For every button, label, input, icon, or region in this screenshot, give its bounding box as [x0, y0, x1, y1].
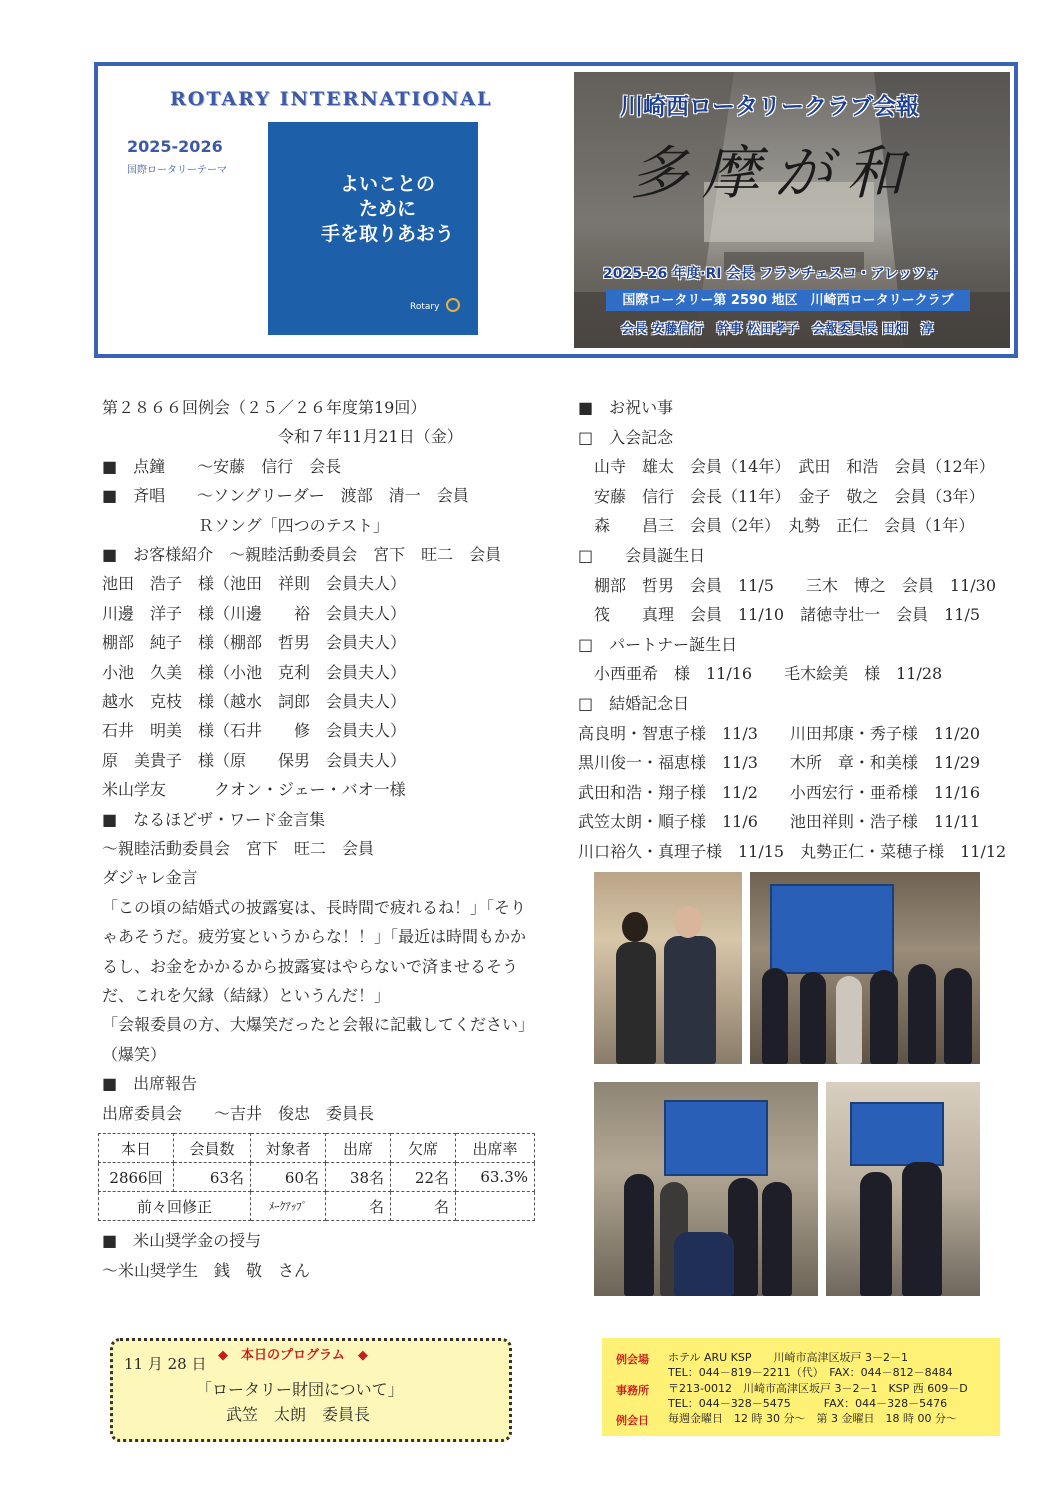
photo-person	[800, 972, 826, 1064]
rotary-wheel-icon	[446, 298, 460, 312]
att-cell: 名	[391, 1192, 456, 1221]
att-cell: 63.3%	[456, 1163, 535, 1192]
report-line: Ｒソング「四つのテスト」	[102, 515, 390, 535]
photo-person	[624, 1174, 654, 1296]
att-cell: 63名	[174, 1163, 251, 1192]
theme-line-3: 手を取りあおう	[320, 223, 454, 245]
report-line: 出席委員会 ～吉井 俊忠 委員長	[102, 1103, 375, 1123]
photo-person	[836, 976, 862, 1064]
celebration-line: 黒川俊一・福恵様 11/3 木所 章・和美様 11/29	[578, 753, 981, 773]
meeting-venue: ホテル ARU KSP 川崎市高津区坂戸 3－2－1	[668, 1351, 908, 1364]
report-line: ダジャレ金言	[102, 868, 198, 888]
att-cell: 前々回修正	[99, 1192, 251, 1221]
photo-screen	[664, 1100, 768, 1176]
celebration-line: 安藤 信行 会長（11年） 金子 敬之 会員（3年）	[578, 486, 985, 506]
report-line: 原 美貴子 様（原 保男 会員夫人）	[102, 750, 407, 770]
report-line: 「会報委員の方、大爆笑だったと会報に記載してください」	[102, 1015, 535, 1035]
report-line: ■ お客様紹介 ～親睦活動委員会 宮下 旺二 会員	[102, 545, 502, 564]
report-line: だ、これを欠縁（結縁）というんだ！」	[102, 986, 391, 1005]
att-header-cell: 欠席	[391, 1134, 456, 1163]
photo-person	[762, 968, 788, 1064]
meeting-venue-label: 例会場	[616, 1353, 649, 1366]
att-cell	[456, 1192, 535, 1221]
report-line: 米山学友 クオン・ジェー・バオ一様	[102, 780, 406, 800]
district-banner: 国際ロータリー第 2590 地区 川崎西ロータリークラブ	[606, 290, 970, 311]
celebration-line: ■ お祝い事	[578, 398, 674, 417]
celebration-line: 山寺 雄太 会員（14年） 武田 和浩 会員（12年）	[578, 457, 995, 477]
ri-theme-label: 国際ロータリーテーマ	[127, 165, 227, 176]
attendance-correction-row	[99, 1192, 535, 1221]
club-title: 川崎西ロータリークラブ会報	[620, 94, 919, 120]
celebration-line: □ 会員誕生日	[578, 546, 706, 565]
celebration-line: 森 昌三 会員（2年） 丸勢 正仁 会員（1年）	[578, 516, 975, 536]
celebration-line: 川口裕久・真理子様 11/15 丸勢正仁・菜穂子様 11/12	[578, 842, 1007, 861]
att-cell: ﾒｰｸｱｯﾌﾟ	[251, 1192, 326, 1221]
photo-person	[902, 1162, 942, 1296]
celebration-line: 武笠太朗・順子様 11/6 池田祥則・浩子様 11/11	[578, 812, 981, 832]
photo-screen	[770, 884, 894, 974]
report-line: ～親睦活動委員会 宮下 旺二 会員	[102, 839, 375, 858]
photo-person	[860, 1172, 892, 1296]
attendance-data-row	[99, 1163, 535, 1192]
meeting-venue-phone: TEL：044－819－2211（代） FAX：044－812－8484	[668, 1366, 953, 1379]
report-line: 越水 克枝 様（越水 詞郎 会員夫人）	[102, 692, 407, 711]
att-header-cell: 対象者	[251, 1134, 326, 1163]
ri-year: 2025-2026	[127, 137, 223, 156]
program-topic: 「ロータリー財団について」	[196, 1380, 404, 1399]
office-address: 〒213-0012 川崎市高津区坂戸 3－2－1 KSP 西 609－D	[668, 1382, 968, 1395]
photo-partner-birthday	[594, 1082, 818, 1296]
celebration-line: 筏 真理 会員 11/10 諸徳寺壮一 会員 11/5	[578, 605, 981, 625]
celebration-line: 高良明・智恵子様 11/3 川田邦康・秀子様 11/20	[578, 723, 981, 743]
report-line: 小池 久美 様（小池 克利 会員夫人）	[102, 662, 407, 682]
celebration-line: 小西亜希 様 11/16 毛木絵美 様 11/28	[578, 664, 943, 684]
report-line: 「この頃の結婚式の披露宴は、長時間で疲れるね！」「そり	[102, 897, 527, 917]
celebration-line: □ パートナー誕生日	[578, 634, 738, 654]
photo-member-birthday	[826, 1082, 980, 1296]
report-line: 池田 浩子 様（池田 祥則 会員夫人）	[102, 574, 407, 594]
att-header-cell: 会員数	[174, 1134, 251, 1163]
ri-theme-text	[300, 172, 475, 247]
att-cell: 22名	[391, 1163, 456, 1192]
yoneyama-heading: ■ 米山奨学金の授与	[102, 1231, 262, 1250]
program-speaker: 武笠 太朗 委員長	[226, 1405, 371, 1424]
ri-president-line: 2025-26 年度·RI 会長 フランチェスコ・アレッツォ	[603, 266, 940, 282]
newsletter-name: 多摩が和	[630, 139, 919, 207]
yoneyama-recipient: ～米山奨学生 銭 敬 さん	[102, 1261, 311, 1280]
report-line: 川邊 洋子 様（川邊 裕 会員夫人）	[102, 603, 407, 623]
att-header-cell: 出席	[326, 1134, 391, 1163]
att-cell: 38名	[326, 1163, 391, 1192]
celebration-line: 武田和浩・翔子様 11/2 小西宏行・亜希様 11/16	[578, 782, 981, 802]
report-line: ■ なるほどザ・ワード金言集	[102, 809, 326, 829]
report-line: 棚部 純子 様（棚部 哲男 会員夫人）	[102, 633, 407, 653]
celebration-line: □ 入会記念	[578, 427, 674, 447]
report-line: 第２８６６回例会（２５／２６年度第19回）	[102, 398, 427, 417]
report-line: ゃあそうだ。疲労宴というからな！！」「最近は時間もかか	[102, 927, 527, 947]
attendance-header-row	[99, 1134, 535, 1163]
celebration-line: □ 結婚記念日	[578, 694, 690, 713]
photo-person	[664, 936, 716, 1064]
photo-person	[908, 964, 936, 1064]
report-line: （爆笑）	[102, 1044, 167, 1064]
photo-person	[616, 942, 656, 1064]
photo-person	[762, 1182, 792, 1296]
meeting-day: 毎週金曜日 12 時 30 分～ 第 3 金曜日 18 時 00 分～	[668, 1412, 957, 1425]
att-header-cell: 本日	[99, 1134, 174, 1163]
celebration-line: 棚部 哲男 会員 11/5 三木 博之 会員 11/30	[578, 575, 997, 595]
ri-title: ROTARY INTERNATIONAL	[170, 88, 493, 110]
photo-person	[674, 1232, 734, 1296]
photo-award	[594, 872, 742, 1064]
theme-line-2: ために	[358, 198, 416, 220]
report-line: 令和７年11月21日（金）	[102, 427, 463, 447]
office-phone: TEL：044－328－5475 FAX：044－328－5476	[668, 1397, 948, 1410]
report-line: 石井 明美 様（石井 修 会員夫人）	[102, 721, 407, 741]
report-line: ■ 斉唱 ～ソングリーダー 渡部 清一 会員	[102, 486, 469, 506]
rotary-wordmark: Rotary	[410, 302, 440, 312]
att-cell: 名	[326, 1192, 391, 1221]
att-header-cell: 出席率	[456, 1134, 535, 1163]
att-cell: 2866回	[99, 1163, 174, 1192]
theme-line-1: よいことの	[339, 173, 435, 195]
report-line: ■ 点鐘 ～安藤 信行 会長	[102, 456, 342, 476]
program-date: 11 月 28 日	[124, 1355, 207, 1373]
photo-head	[622, 912, 648, 942]
photo-head	[674, 906, 702, 938]
officers-line: 会長 安藤信行 幹事 松田孝子 会報委員長 田畑 淳	[621, 322, 934, 337]
meeting-day-label: 例会日	[616, 1414, 649, 1427]
program-title: ◆ 本日のプログラム ◆	[218, 1348, 368, 1363]
photo-person	[870, 970, 898, 1064]
report-line: るし、お金をかかるから披露宴はやらないで済ませるそう	[102, 956, 519, 976]
attendance-table	[98, 1133, 535, 1221]
photo-anniversary-group	[750, 872, 980, 1064]
photo-screen	[850, 1102, 944, 1166]
report-line: ■ 出席報告	[102, 1074, 198, 1094]
photo-person	[944, 968, 972, 1064]
office-label: 事務所	[616, 1384, 649, 1397]
att-cell: 60名	[251, 1163, 326, 1192]
